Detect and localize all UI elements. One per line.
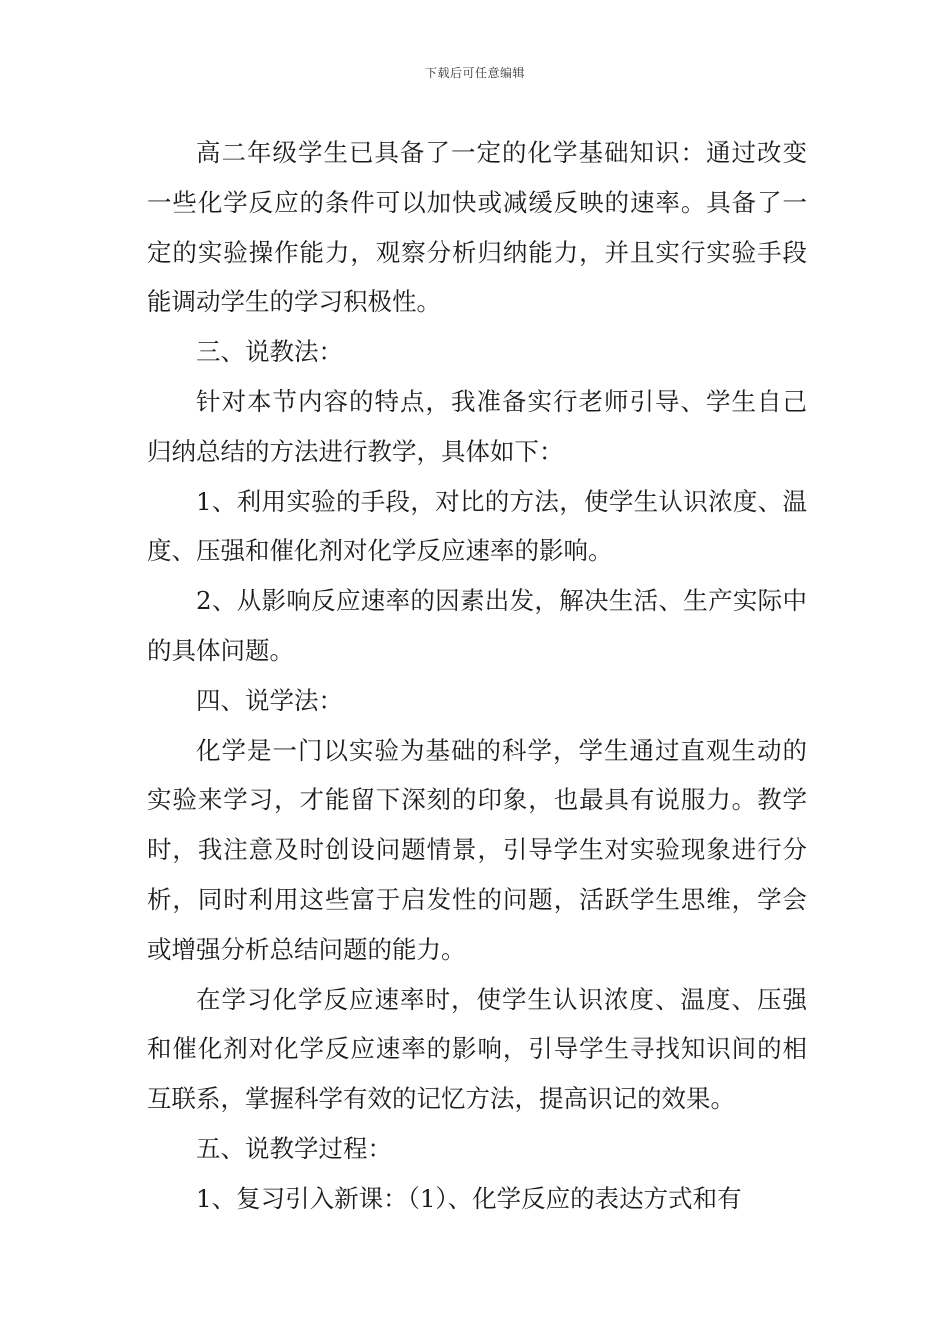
- paragraph-teaching-method-intro: 针对本节内容的特点，我准备实行老师引导、学生自己归纳总结的方法进行教学，具体如下：: [147, 386, 807, 466]
- heading-teaching-process: 五、说教学过程：: [196, 1133, 392, 1163]
- paragraph-learning-method-2: 在学习化学反应速率时，使学生认识浓度、温度、压强和催化剂对化学反应速率的影响，引导学生寻找知识间的相互联系，掌握科学有效的记忆方法，提高识记的效果。: [147, 984, 807, 1114]
- heading-teaching-method: 三、说教法：: [196, 337, 343, 367]
- paragraph-process-item-1: 1、复习引入新课：（1）、化学反应的表达方式和有: [196, 1183, 742, 1213]
- document-body: [147, 128, 807, 1224]
- heading-learning-method: 四、说学法：: [196, 685, 343, 715]
- paragraph-learning-method-1: 化学是一门以实验为基础的科学，学生通过直观生动的实验来学习，才能留下深刻的印象，也最具有说服力。教学时，我注意及时创设问题情景，引导学生对实验现象进行分析，同时利用这些富于启发性的问题，活跃学生思维，学会或增强分析总结问题的能力。: [147, 735, 807, 964]
- page-header: 下载后可任意编辑: [424, 66, 525, 80]
- paragraph-method-item-1: 1、利用实验的手段，对比的方法，使学生认识浓度、温度、压强和催化剂对化学反应速率的影响。: [147, 486, 807, 566]
- paragraph-student-background: 高二年级学生已具备了一定的化学基础知识：通过改变一些化学反应的条件可以加快或减缓反映的速率。具备了一定的实验操作能力，观察分析归纳能力，并且实行实验手段能调动学生的学习积极性。: [147, 138, 807, 317]
- paragraph-method-item-2: 2、从影响反应速率的因素出发，解决生活、生产实际中的具体问题。: [147, 586, 807, 665]
